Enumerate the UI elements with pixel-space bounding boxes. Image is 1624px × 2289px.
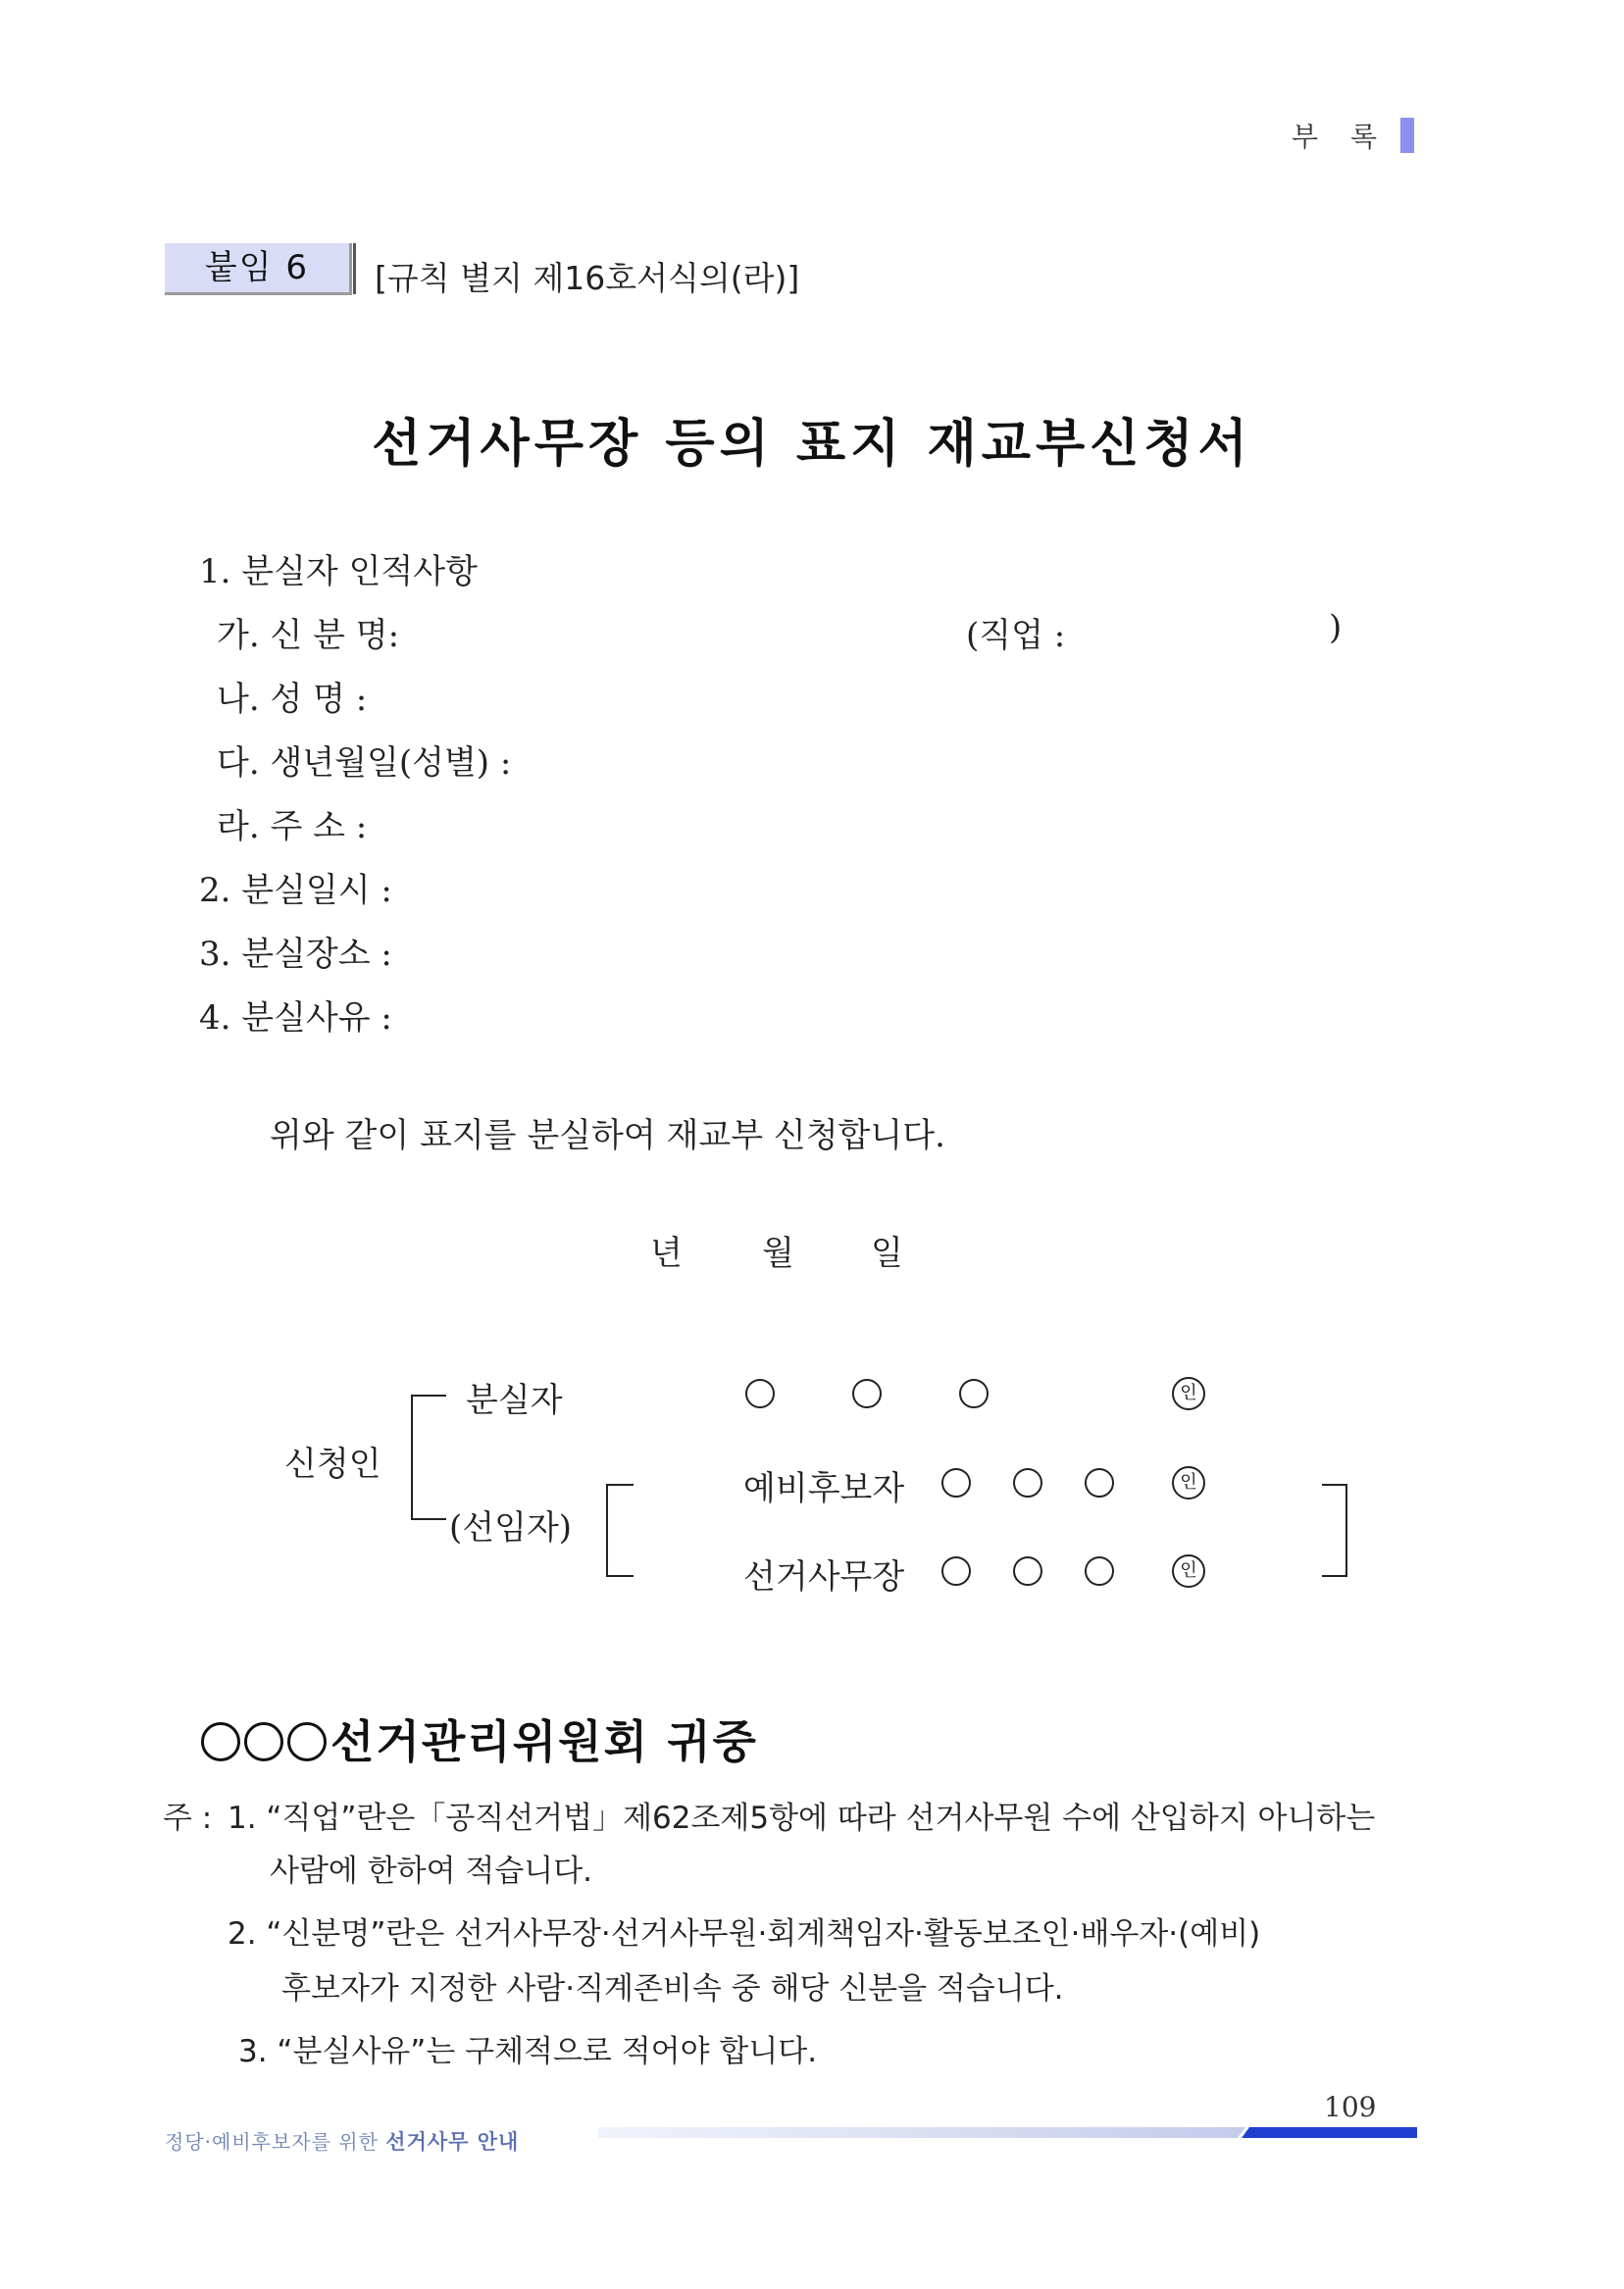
date-day: 일 — [871, 1234, 903, 1273]
footer-rule — [598, 2124, 1417, 2142]
applicant-bracket-bottom — [411, 1518, 446, 1520]
item-1b: 나. 성 명 : — [217, 680, 368, 719]
item-1a: 가. 신 분 명: — [217, 616, 400, 655]
date-month: 월 — [762, 1234, 794, 1273]
note-1-line-1: 1. “직업”란은「공직선거법」제62조제5항에 따라 선거사무원 수에 산입하지 아니하는 — [228, 1801, 1376, 1836]
loser-label: 분실자 — [466, 1381, 563, 1420]
note-3: 3. “분실사유”는 구체적으로 적어야 합니다. — [238, 2034, 818, 2069]
inner-left-bracket-bottom — [606, 1575, 634, 1577]
name-placeholder-circle — [745, 1379, 775, 1408]
inner-left-bracket-top — [606, 1484, 634, 1486]
item-1: 1. 분실자 인적사항 — [199, 552, 478, 591]
notes-prefix: 주 : — [163, 1801, 213, 1836]
inner-right-bracket-top — [1322, 1484, 1347, 1486]
applicant-bracket — [411, 1395, 413, 1520]
page-number: 109 — [1324, 2091, 1377, 2123]
item-1d: 라. 주 소 : — [217, 807, 368, 846]
name-placeholder-circle — [1085, 1556, 1114, 1586]
inner-right-bracket-bottom — [1322, 1575, 1347, 1577]
form-reference: [규칙 별지 제16호서식의(라)] — [375, 259, 800, 297]
committee-name-circle — [244, 1722, 283, 1761]
note-2-line-2: 후보자가 지정한 사람·직계존비속 중 해당 신분을 적습니다. — [281, 1971, 1064, 2007]
inner-left-bracket — [606, 1484, 608, 1577]
section-marker — [1400, 118, 1414, 153]
tag-divider — [353, 243, 356, 294]
name-placeholder-circle — [852, 1379, 882, 1408]
statement: 위와 같이 표지를 분실하여 재교부 신청합니다. — [270, 1116, 945, 1155]
footer-bold: 선거사무 안내 — [385, 2130, 520, 2154]
attachment-tag: 붙임 6 — [165, 243, 352, 295]
appointer-label: (선임자) — [449, 1508, 573, 1548]
name-placeholder-circle — [1085, 1468, 1114, 1498]
seal-mark: 인 — [1172, 1466, 1205, 1500]
inner-right-bracket — [1345, 1484, 1347, 1577]
job-label: (직업 : — [966, 616, 1066, 655]
note-2-line-1: 2. “신분명”란은 선거사무장·선거사무원·회계책임자·활동보조인·배우자·(예비) — [228, 1916, 1261, 1952]
seal-mark: 인 — [1172, 1377, 1205, 1410]
section-label: 부 록 — [1292, 121, 1389, 153]
note-1-line-2: 사람에 한하여 적습니다. — [270, 1854, 593, 1889]
name-placeholder-circle — [941, 1556, 971, 1586]
committee-name-circle — [287, 1722, 327, 1761]
footer-prefix: 정당·예비후보자를 위한 — [165, 2130, 379, 2154]
applicant-label: 신청인 — [284, 1445, 381, 1484]
job-close: ) — [1329, 608, 1343, 647]
name-placeholder-circle — [941, 1468, 971, 1498]
committee-name-circle — [201, 1722, 240, 1761]
committee-addressee — [201, 1706, 758, 1771]
applicant-bracket-top — [411, 1395, 446, 1397]
item-3: 3. 분실장소 : — [199, 935, 392, 974]
date-year: 년 — [650, 1234, 683, 1273]
candidate-label: 예비후보자 — [743, 1469, 905, 1508]
page-title: 선거사무장 등의 표지 재교부신청서 — [372, 414, 1252, 474]
manager-label: 선거사무장 — [743, 1557, 905, 1597]
name-placeholder-circle — [1013, 1468, 1042, 1498]
item-2: 2. 분실일시 : — [199, 871, 392, 910]
item-4: 4. 분실사유 : — [199, 998, 392, 1038]
footer-title — [165, 2126, 519, 2156]
committee-text: 선거관리위원회 귀중 — [330, 1715, 758, 1768]
name-placeholder-circle — [959, 1379, 989, 1408]
item-1c: 다. 생년월일(성별) : — [217, 743, 512, 783]
name-placeholder-circle — [1013, 1556, 1042, 1586]
seal-mark: 인 — [1172, 1554, 1205, 1588]
